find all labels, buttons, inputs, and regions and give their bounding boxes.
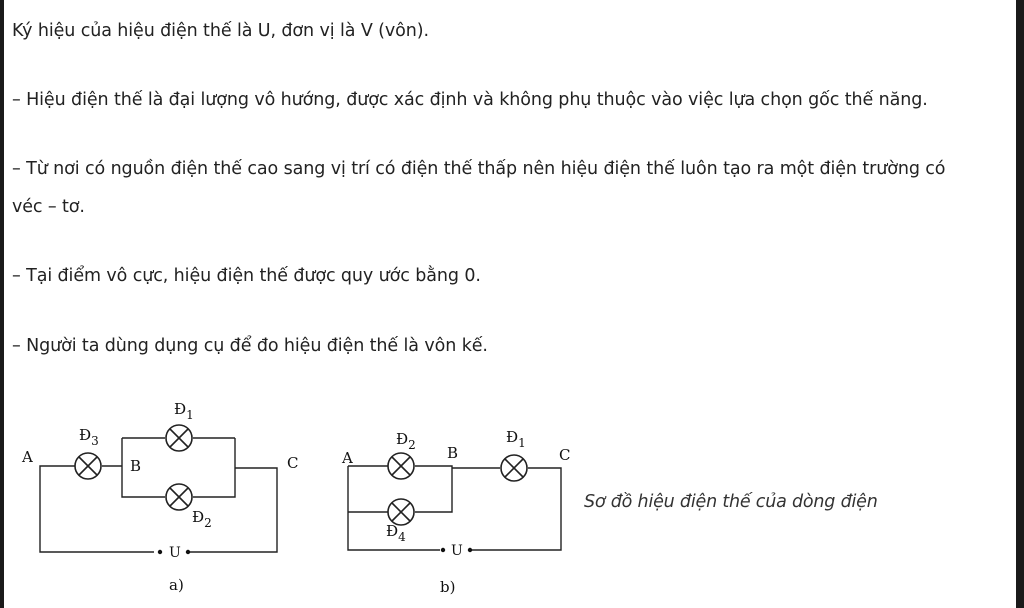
node-label: A (22, 448, 33, 466)
node-label: A (342, 449, 353, 467)
paragraph-field-line2: véc – tơ. (12, 197, 85, 217)
paragraph-symbol: Ký hiệu của hiệu điện thế là U, đơn vị là V (vôn). (12, 21, 429, 41)
lamp-d2-icon (388, 453, 414, 479)
source-terminal-dot-icon (158, 548, 472, 554)
diagram-label: b) (440, 578, 456, 596)
paragraph-field-line1: – Từ nơi có nguồn điện thế cao sang vị trí có điện thế thấp nên hiệu điện thế luôn tạo ra một điện trường có (12, 159, 946, 179)
lamp-d2-icon (166, 484, 192, 510)
node-label: B (447, 444, 459, 462)
lamp-d3-icon (75, 453, 101, 479)
diagram-label: a) (169, 576, 184, 594)
node-label: C (559, 446, 571, 464)
lamp-label: $Đ_1$ (506, 428, 526, 450)
node-label: B (130, 457, 142, 475)
lamp-label: $Đ_2$ (192, 508, 212, 530)
source-label: U (451, 543, 463, 559)
paragraph-infinity: – Tại điểm vô cực, hiệu điện thế được quy ước bằng 0. (12, 266, 481, 286)
lamp-label: $Đ_4$ (386, 522, 406, 544)
lamp-d1-icon (501, 455, 527, 481)
node-label: C (287, 454, 299, 472)
lamp-d1-icon (166, 425, 192, 451)
circuit-diagrams (4, 398, 604, 608)
source-label: U (169, 545, 181, 561)
paragraph-voltmeter: – Người ta dùng dụng cụ để đo hiệu điện thế là vôn kế. (12, 336, 488, 356)
lamp-label: $Đ_3$ (79, 426, 99, 448)
paragraph-scalar: – Hiệu điện thế là đại lượng vô hướng, được xác định và không phụ thuộc vào việc lựa chọn gốc thế năng. (12, 90, 928, 110)
lamp-label: $Đ_2$ (396, 430, 416, 452)
figure-caption: Sơ đồ hiệu điện thế của dòng điện (584, 492, 878, 512)
lamp-label: $Đ_1$ (174, 400, 194, 422)
document-page (4, 0, 1016, 608)
